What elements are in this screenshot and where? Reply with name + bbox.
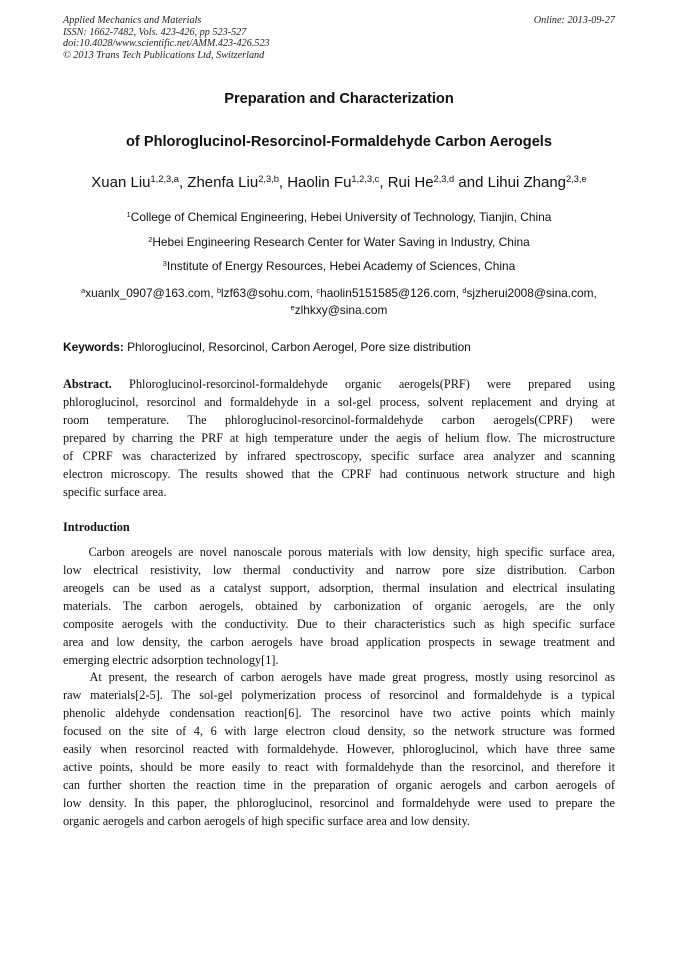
- keywords: [63, 340, 615, 354]
- email-link[interactable]: xuanlx_0907@163.com,: [85, 286, 217, 300]
- author: Rui He$^{2,3,d}$ and: [387, 173, 488, 191]
- online-date: Online: 2013-09-27: [533, 15, 615, 26]
- affiliation-3: $^3$Institute of Energy Resources, Hebei Academy of Sciences, China: [162, 258, 516, 273]
- journal-name: Applied Mechanics and Materials: [63, 15, 202, 26]
- introduction-paragraph-2: At present, the research of carbon aerogels have made great progress, mostly using resorcinol as raw materials[2-5]. The sol-gel polymerization process of resorcinol and formaldehyde is a typical phenolic aldehyde condensation reaction[6]. The resorcinol have two active points which mainly focused on the site of 4, 6 with large electron cloud density, so the network structure was formed easily when resorcinol reacted with formaldehyde. However, phloroglucinol, which have three same active points, should be more easily to react with formaldehyde than the resorcinol, and therefore it can further shorten the reaction time in the preparation of organic aerogels and carbon aerogels of low density. In this paper, the phloroglucinol, resorcinol and formaldehyde were used to prepare the organic aerogels and carbon aerogels of high specific surface area and low density.: [63, 670, 615, 829]
- email-link[interactable]: haolin5151585@126.com,: [320, 286, 463, 300]
- section-heading-introduction: Introduction: [63, 520, 130, 534]
- email-link[interactable]: zlhkxy@sina.com: [294, 303, 388, 317]
- issn-line: ISSN: 1662-7482, Vols. 423-426, pp 523-527: [63, 26, 247, 38]
- copyright-line: © 2013 Trans Tech Publications Ltd, Switzerland: [63, 49, 265, 61]
- author: Zhenfa Liu$^{2,3,b}$,: [187, 173, 288, 191]
- keywords-label: Keywords:: [63, 340, 124, 354]
- keywords-text: Phloroglucinol, Resorcinol, Carbon Aerogel, Pore size distribution: [123, 340, 471, 354]
- abstract: Abstract. Phloroglucinol-resorcinol-formaldehyde organic aerogels(PRF) were prepared using phloroglucinol, resorcinol and formaldehyde in a sol-gel process, solvent replacement and drying at room temperature. The phloroglucinol-resorcinol-formaldehyde carbon aerogels(CPRF) were prepared by charring the PRF at high temperature under the aegis of helium flow. The microstructure of CPRF was characterized by infrared spectroscopy, specific surface area analyzer and scanning electron microscopy. The results showed that the CPRF had continuous network structure and high specific surface area.: [63, 377, 615, 500]
- email-link[interactable]: sjzherui2008@sina.com,: [466, 286, 597, 300]
- email-link[interactable]: lzf63@sohu.com,: [221, 286, 317, 300]
- author: Lihui Zhang$^{2,3,e}$: [487, 173, 587, 191]
- affiliation-1: $^1$College of Chemical Engineering, Hebei University of Technology, Tianjin, China: [126, 209, 552, 224]
- abstract-label: Abstract.: [63, 377, 112, 391]
- paper-title-line-2: of Phloroglucinol-Resorcinol-Formaldehyde Carbon Aerogels: [126, 134, 552, 150]
- paper-title-line-1: Preparation and Characterization: [224, 91, 454, 107]
- author-emails: $^a$xuanlx_0907@163.com, $^b$lzf63@sohu.com, $^c$haolin5151585@126.com, $^d$sjzherui2008@sina.com, $^e$zlhkxy@sina.com: [81, 285, 597, 317]
- doi-line: doi:10.4028/www.scientific.net/AMM.423-426.523: [63, 38, 270, 49]
- introduction-paragraph-1: Carbon areogels are novel nanoscale porous materials with low density, high specific surface area, low electrical resistivity, low thermal conductivity and narrow pore size distribution. Carbon areogels can be used as a catalyst support, adsorption, thermal insulation and electrical insulating materials. The carbon aerogels, obtained by carbonization of organic aerogels, are the only composite aerogels with the conductivity. Due to their characteristics such as high specific surface area and low density, the carbon aerogels have broad application prospects in sewage treatment and emerging electric adsorption technology[1].: [63, 545, 615, 668]
- author: Xuan Liu$^{1,2,3,a}$,: [91, 173, 188, 191]
- author-list: [30, 174, 648, 191]
- author: Haolin Fu$^{1,2,3,c}$,: [287, 173, 388, 191]
- journal-header: [63, 15, 483, 61]
- affiliation-2: $^2$Hebei Engineering Research Center for Water Saving in Industry, China: [148, 234, 530, 249]
